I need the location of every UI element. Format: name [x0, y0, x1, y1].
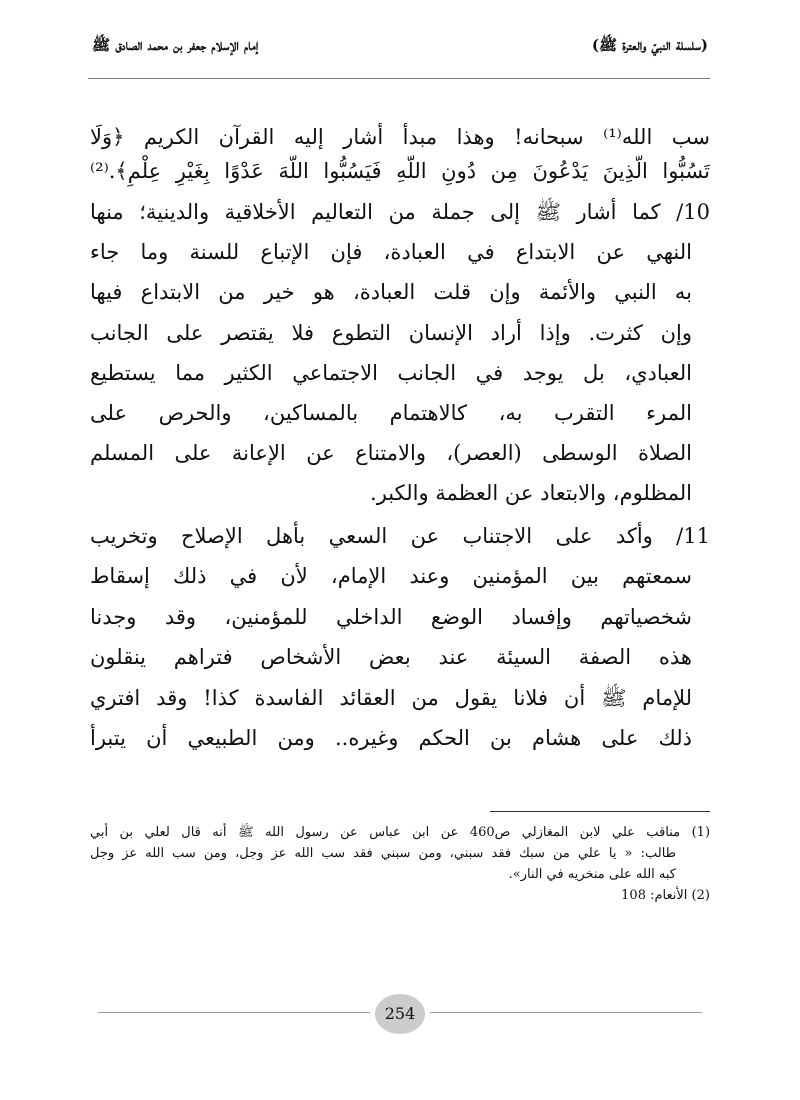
quran-verse-line: تَسُبُّوا الَّذِينَ يَدْعُونَ مِن دُونِ اللَّهِ فَيَسُبُّوا اللَّهَ عَدْوًا بِغَيْرِ عِلْمٍ﴾.⁽²⁾ [90, 159, 710, 183]
series-title: (سلسلة النبيّ والعترة ﷺ) [591, 36, 708, 54]
footer-rule-left [98, 1012, 370, 1013]
text-line: هذه الصفة السيئة عند بعض الأشخاص فتراهم ينقلون [90, 645, 692, 669]
text-line: الصلاة الوسطى (العصر)، والامتناع عن الإعانة على المسلم [90, 441, 692, 465]
text-line: ذلك على هشام بن الحكم وغيره.. ومن الطبيعي أن يتبرأ [90, 726, 692, 750]
footnote-line: كبه الله على منخريه في النار». [508, 867, 676, 882]
page-number: 254 [375, 994, 425, 1034]
text-line: سب الله⁽¹⁾ سبحانه! وهذا مبدأ أشار إليه القرآن الكريم ﴿وَلَا [90, 125, 710, 149]
footer-rule-right [430, 1012, 702, 1013]
text-line: النهي عن الابتداع في العبادة، فإن الإتباع للسنة وما جاء [90, 240, 692, 264]
text-line: المظلوم، والابتعاد عن العظمة والكبر. [370, 481, 692, 505]
text-line: وإن كثرت. وإذا أراد الإنسان التطوع فلا يقتصر على الجانب [90, 321, 692, 345]
text-line: شخصياتهم وإفساد الوضع الداخلي للمؤمنين، وقد وجدنا [90, 605, 692, 629]
footnote-line: طالب: « يا علي من سبك فقد سبني، ومن سبني فقد سب الله عز وجل، ومن سب الله عز وجل [90, 846, 676, 861]
header-divider [88, 78, 710, 79]
text-line: به النبي والأئمة وإن قلت العبادة، هو خير من الابتداع فيها [90, 280, 692, 304]
text-line: 10/ كما أشار ﷺ إلى جملة من التعاليم الأخلاقية والدينية؛ منها [90, 200, 710, 224]
footnote-divider [490, 811, 710, 812]
text-line: العبادي، بل يوجد في الجانب الاجتماعي الكثير مما يستطيع [90, 361, 692, 385]
footnote-line: (1) مناقب علي لابن المغازلي ص460 عن ابن عباس عن رسول الله ﷺ أنه قال لعلي بن أبي [90, 825, 710, 840]
footnote-line: (2) الأنعام: 108 [621, 888, 710, 903]
text-line: سمعتهم بين المؤمنين وعند الإمام، لأن في ذلك إسقاط [90, 564, 692, 588]
text-line: المرء التقرب به، كالاهتمام بالمساكين، والحرص على [90, 401, 692, 425]
text-line: 11/ وأكد على الاجتناب عن السعي بأهل الإصلاح وتخريب [90, 524, 710, 548]
text-line: للإمام ﷺ أن فلانا يقول من العقائد الفاسدة كذا! وقد افتري [90, 686, 692, 710]
book-title: إمام الإسلام جعفر بن محمد الصادق ﷺ [92, 36, 259, 54]
